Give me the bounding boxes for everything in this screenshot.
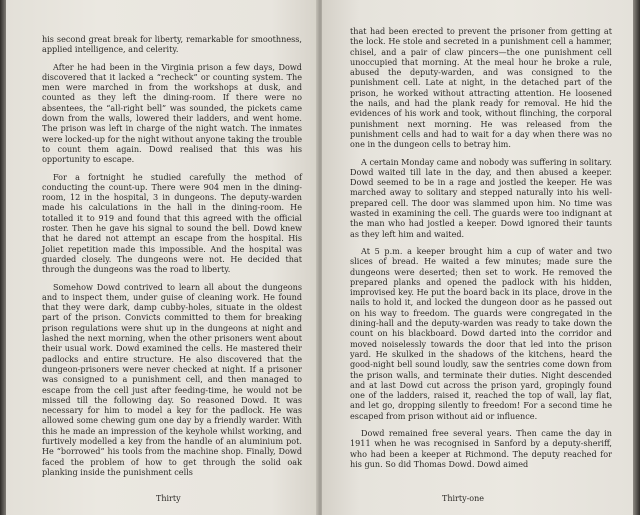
book-edge-right (633, 0, 640, 515)
right-paragraph-2: A certain Monday came and nobody was suffering in solitary. Dowd waited till late in the day, and then abused a keeper. Dowd seemed to be in a rage and jostled the keeper. He was marched away to solitary and stepped naturally into his well-prepared cell. The door was slammed upon him. No time was wasted in examining the cell. The guards were too indignant at the man who had jostled a keeper. Dowd ignored their taunts as they left him and waited. (350, 156, 612, 239)
right-page (322, 0, 634, 515)
left-page-number: Thirty (156, 494, 181, 503)
left-page (6, 0, 318, 515)
left-paragraph-1: his second great break for liberty, remarkable for smoothness, applied intelligence, and celerity. (42, 34, 302, 55)
left-paragraph-2: After he had been in the Virginia prison a few days, Dowd discovered that it lacked a “recheck” or counting system. The men were marched in from the workshops at dusk, and counted as they left the dining-room. If there were no absentees, the “all-right bell” was sounded, the pickets came down from the walls, lowered their ladders, and went home. The prison was left in charge of the night watch. The inmates were locked-up for the night without anyone taking the trouble to count them again. Dowd realised that this was his opportunity to escape. (42, 61, 302, 165)
left-paragraph-4: Somehow Dowd contrived to learn all about the dungeons and to inspect them, under guise of cleaning work. He found that they were dark, damp cubby-holes, situate in the oldest part of the prison. Convicts committed to them for breaking prison regulations were shut up in the dungeons at night and lashed the next morning, when the other prisoners went about their usual work. Dowd examined the cells. He mastered their padlocks and entire structure. He also discovered that the dungeon-prisoners were never checked at night. If a prisoner was consigned to a punishment cell, and then managed to escape from the cell just after feeding-time, he would not be missed till the following day. So reasoned Dowd. It was necessary for him to model a key for the padlock. He was allowed some chewing gum one day by a friendly warder. With this he made an impression of the keyhole whilst working, and furtively modelled a key from the handle of an aluminium pot. He “borrowed” his tools from the machine shop. Finally, Dowd faced the problem of how to get through the solid oak planking inside the punishment cells (42, 281, 302, 477)
right-paragraph-1: that had been erected to prevent the prisoner from getting at the lock. He stole and secreted in a punishment cell a hammer, chisel, and a pair of claw pincers—the one punishment cell unoccupied that morning. At the meal hour he broke a rule, abused the deputy-warden, and was consigned to the punishment cell. Late at night, in the detached part of the prison, he worked without attracting attention. He loosened the nails, and had the plank ready for removal. He hid the evidences of his work and took, without flinching, the corporal punishment next morning. He was released from the punishment cells and had to wait for a day when there was no one in the dungeon cells to betray him. (350, 26, 612, 150)
right-paragraph-4: Dowd remained free several years. Then came the day in 1911 when he was recognised in Sanford by a deputy-sheriff, who had been a keeper at Richmond. The deputy reached for his gun. So did Thomas Dowd. Dowd aimed (350, 427, 612, 469)
left-paragraph-3: For a fortnight he studied carefully the method of conducting the count-up. There were 904 men in the dining-room, 12 in the hospital, 3 in dungeons. The deputy-warden made his calculations in the hall in the dining-room. He totalled it to 919 and found that this agreed with the official roster. Then he gave his signal to sound the bell. Dowd knew that he dared not attempt an escape from the hospital. His Joliet repetition made this impossible. And the hospital was guarded closely. The dungeons were not. He decided that through the dungeons was the road to liberty. (42, 171, 302, 275)
right-paragraph-3: At 5 p.m. a keeper brought him a cup of water and two slices of bread. He waited a few minutes; made sure the dungeons were deserted; then set to work. He removed the prepared planks and opened the padlock with his hidden, improvised key. He put the board back in its place, drove in the nails to hold it, and locked the dungeon door as he passed out on his way to freedom. The guards were congregated in the dining-hall and the deputy-warden was ready to take down the count on his blackboard. Dowd darted into the corridor and moved noiselessly towards the door that led into the prison yard. He skulked in the shadows of the kitchens, heard the good-night bell sound loudly, saw the sentries come down from the prison walls, and terminate their duties. Night descended and at last Dowd cut across the prison yard, gropingly found one of the ladders, raised it, reached the top of wall, lay flat, and let go, dropping silently to freedom! For a second time he escaped from prison without aid or influence. (350, 245, 612, 421)
right-page-number: Thirty-one (442, 494, 485, 503)
